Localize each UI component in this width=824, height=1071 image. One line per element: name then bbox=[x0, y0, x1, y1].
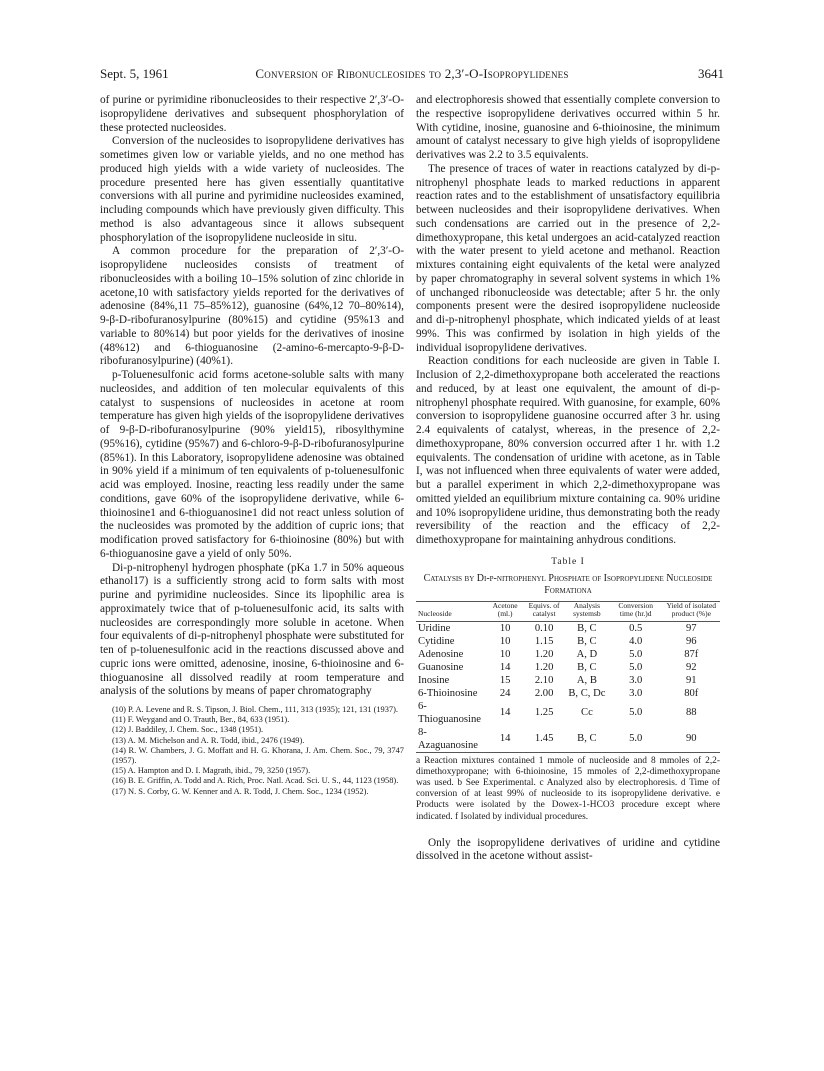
cell: B, C bbox=[577, 635, 597, 647]
cell: Adenosine bbox=[418, 648, 464, 660]
table-caption: Catalysis by Di-p-nitrophenyl Phosphate of Isopropylidene Nucleoside Formationa bbox=[423, 572, 713, 596]
paragraph: of purine or pyrimidine ribonucleosides to their respective 2′,3′-O-isopropylidene derivatives and subsequent phosphorylation of these protected nucleosides. bbox=[100, 94, 404, 134]
cell: 1.20 bbox=[534, 648, 554, 660]
table-row bbox=[416, 648, 720, 661]
paragraph: and electrophoresis showed that essentially complete conversion to the respective isopropylidene derivatives occurred within 5 hr. With cytidine, inosine, guanosine and 6-thioinosine, the minimum amount of catalyst necessary to give high yields of isopropylidene derivatives was 2.2 to 3.5 equivalents. bbox=[416, 94, 720, 161]
cell: 5.0 bbox=[629, 707, 643, 718]
reference: (17) N. S. Corby, G. W. Kenner and A. R. Todd, J. Chem. Soc., 1234 (1952). bbox=[112, 786, 369, 796]
cell: B, C, Dc bbox=[568, 687, 606, 699]
cell: 1.15 bbox=[534, 635, 554, 647]
table-row bbox=[416, 674, 720, 687]
right-column bbox=[416, 94, 720, 864]
cell: 91 bbox=[685, 674, 697, 686]
cell: Cytidine bbox=[418, 635, 455, 647]
cell: 14 bbox=[499, 733, 511, 744]
col-header-acetone: Acetone (ml.) bbox=[492, 600, 518, 618]
cell: 90 bbox=[685, 733, 697, 744]
table-row bbox=[416, 700, 720, 726]
cell: B, C bbox=[577, 661, 597, 673]
paragraph: A common procedure for the preparation of 2′,3′-O-isopropylidene nucleosides consists of treatment of ribonucleosides with a boiling 10–15% solution of zinc chloride in acetone,10 with satisfactory yields reported for the derivatives of adenosine (84%,11 75–85%12), guanosine (64%,12 70–80%14), 9-β-D-ribofuranosylpurine (80%15) and cytidine (95%13 and variable to 80%14) but poor yields for the derivatives of inosine (48%12) and 6-thioguanosine (2-amino-6-mercapto-9-β-D-ribofuranosylpurine) (40%1). bbox=[100, 245, 404, 368]
col-header-time: Conversion time (hr.)d bbox=[618, 600, 654, 618]
cell: 80f bbox=[684, 687, 699, 699]
cell: 10 bbox=[499, 622, 511, 634]
cell: 88 bbox=[685, 707, 697, 718]
cell: 6-Thioguanosine bbox=[418, 700, 481, 725]
cell: 6-Thioinosine bbox=[418, 687, 478, 699]
cell: 2.00 bbox=[534, 687, 554, 699]
cell: 2.10 bbox=[534, 674, 554, 686]
reference: (10) P. A. Levene and R. S. Tipson, J. Biol. Chem., 111, 313 (1935); 121, 131 (1937). bbox=[112, 705, 398, 714]
cell: 0.5 bbox=[629, 622, 643, 634]
cell: 14 bbox=[499, 707, 511, 718]
reference: (15) A. Hampton and D. I. Magrath, ibid., 79, 3250 (1957). bbox=[112, 766, 311, 776]
table-header-row bbox=[416, 601, 720, 621]
table-row bbox=[416, 687, 720, 700]
header-title: Conversion of Ribonucleosides to 2,3′-O-Isopropylidenes bbox=[255, 66, 569, 81]
cell: 5.0 bbox=[629, 733, 643, 744]
cell: 8-Azaguanosine bbox=[418, 726, 479, 751]
table-label: Table I bbox=[551, 556, 585, 567]
header-date: Sept. 5, 1961 bbox=[100, 66, 169, 81]
paragraph: Di-p-nitrophenyl hydrogen phosphate (pKa 1.7 in 50% aqueous ethanol17) is a sufficiently strong acid to form salts with most purine and pyrimidine nucleosides. Since its lipophilic area is approximately twice that of p-toluenesulfonic acid, its salts with nucleosides are correspondingly more soluble in acetone. When four equivalents of di-p-nitrophenyl phosphate were substituted for ten of p-toluenesulfonic acid in the reactions discussed above and cupric ions were omitted, adenosine, inosine, 6-thioinosine and 6-thioguanosine all dissolved readily at room temperature and analysis of the solutions by means of paper chromatography bbox=[100, 561, 404, 698]
cell: 24 bbox=[499, 687, 511, 699]
paragraph: Only the isopropylidene derivatives of uridine and cytidine dissolved in the acetone without assist- bbox=[416, 836, 720, 863]
cell: A, B bbox=[576, 674, 597, 686]
col-header-catalyst: Equivs. of catalyst bbox=[528, 600, 560, 618]
reference: (13) A. M. Michelson and A. R. Todd, ibid., 2476 (1949). bbox=[112, 735, 305, 745]
page-number: 3641 bbox=[698, 66, 724, 81]
catalysis-table bbox=[416, 601, 720, 753]
cell: 15 bbox=[499, 674, 511, 686]
paragraph: Reaction conditions for each nucleoside are given in Table I. Inclusion of 2,2-dimethoxypropane both accelerated the reactions and reduced, by at least one equivalent, the amount of di-p-nitrophenyl phosphate required. With guanosine, for example, 60% conversion to isopropylidene guanosine occurred after 3 hr. using 2.4 equivalents of catalyst, whereas, in the presence of 2,2-dimethoxypropane, 80% conversion occurred after 1 hr. with 1.2 equivalents. The condensation of uridine with acetone, as in Table I, was not influenced when three equivalents of water were added, but a parallel experiment in which 2,2-dimethoxypropane was omitted yielded an equilibrium mixture containing ca. 90% uridine and 10% isopropylidene uridine, thus demonstrating both the ready reversibility of the reaction and the efficacy of 2,2-dimethoxypropane for maintaining anhydrous conditions. bbox=[416, 355, 721, 546]
cell: Inosine bbox=[418, 674, 450, 686]
cell: 92 bbox=[685, 661, 697, 673]
table-row bbox=[416, 621, 720, 635]
cell: 5.0 bbox=[629, 661, 643, 673]
paragraph: p-Toluenesulfonic acid forms acetone-soluble salts with many nucleosides, and addition of ten molecular equivalents of this catalyst to suspensions of nucleosides in acetone at room temperature has given high yields of the isopropylidene derivatives of 9-β-D-ribofuranosylpurine (90% yield15), ribosylthymine (95%16), cytidine (95%7) and 6-chloro-9-β-D-ribofuranosylpurine (85%1). In this Laboratory, isopropylidene adenosine was obtained in 90% yield if a minimum of ten equivalents of p-toluenesulfonic acid was employed. Inosine, reacting less readily under the same conditions, gave 60% of the isopropylidene derivative, while 6-thioinosine1 and 6-thioguanosine1 did not react unless solution of the nucleosides was promoted by the addition of cupric ions; that modification proved satisfactory for 6-thioinosine (80%) but with 6-thioguanosine gave a yield of only 50%. bbox=[100, 369, 404, 560]
col-header-analysis: Analysis systemsb bbox=[573, 600, 601, 618]
references bbox=[100, 705, 404, 797]
col-header-nucleoside: Nucleoside bbox=[418, 609, 452, 618]
cell: A, D bbox=[576, 648, 598, 660]
running-header bbox=[100, 66, 724, 84]
reference: (16) B. E. Griffin, A. Todd and A. Rich, Proc. Natl. Acad. Sci. U. S., 44, 1123 (1958). bbox=[112, 776, 399, 786]
cell: Uridine bbox=[418, 622, 451, 634]
cell: 3.0 bbox=[629, 674, 643, 686]
cell: Guanosine bbox=[418, 661, 464, 673]
table-row bbox=[416, 726, 720, 753]
cell: B, C bbox=[577, 622, 597, 634]
paragraph: The presence of traces of water in reactions catalyzed by di-p-nitrophenyl phosphate leads to marked reductions in apparent reaction rates and to the establishment of unsatisfactory equilibria between nucleosides and their isopropylidene derivatives. When such condensations are carried out in the presence of 2,2-dimethoxypropane, this ketal undergoes an acid-catalyzed reaction with the water present to yield acetone and methanol. Reaction mixtures containing eight equivalents of the ketal were analyzed by paper chromatography in several solvent systems in which 1% of unchanged ribonucleoside was detectable; after 5 hr. the only components present were the desired isopropylidene nucleoside and di-p-nitrophenyl phosphate, which indicated yields of at least 99%. This was confirmed by isolation in high yields of the individual isopropylidene derivatives. bbox=[416, 162, 720, 354]
cell: B, C bbox=[577, 733, 597, 744]
cell: 97 bbox=[685, 622, 697, 634]
cell: 87f bbox=[684, 648, 699, 660]
cell: 4.0 bbox=[629, 635, 643, 647]
cell: 1.45 bbox=[534, 733, 554, 744]
table-row bbox=[416, 661, 720, 674]
cell: 14 bbox=[499, 661, 511, 673]
cell: 1.25 bbox=[534, 707, 554, 718]
cell: 10 bbox=[499, 648, 511, 660]
cell: 5.0 bbox=[629, 648, 643, 660]
cell: 0.10 bbox=[534, 622, 554, 634]
left-column bbox=[100, 94, 404, 797]
col-header-yield: Yield of isolated product (%)e bbox=[666, 600, 717, 618]
cell: 10 bbox=[499, 635, 511, 647]
reference: (11) F. Weygand and O. Trauth, Ber., 84, 633 (1951). bbox=[112, 715, 290, 725]
cell: 3.0 bbox=[629, 687, 643, 699]
paragraph: Conversion of the nucleosides to isopropylidene derivatives has sometimes given low or variable yields, and no one method has produced high yields with a wide variety of nucleosides. The procedure presented here has given essentially quantitative conversions with all purine and pyrimidine nucleosides examined, including compounds which have previously given difficulty. This method is also advantageous since it allows subsequent phosphorylation of the isopropylidene nucleoside in situ. bbox=[100, 135, 404, 244]
reference: (12) J. Baddiley, J. Chem. Soc., 1348 (1951). bbox=[112, 725, 264, 735]
cell: 96 bbox=[685, 635, 697, 647]
reference: (14) R. W. Chambers, J. G. Moffatt and H. G. Khorana, J. Am. Chem. Soc., 79, 3747 (1957). bbox=[112, 745, 404, 766]
cell: 1.20 bbox=[534, 661, 554, 673]
table-footnotes: a Reaction mixtures contained 1 mmole of nucleoside and 8 mmoles of 2,2-dimethoxypropane; with 6-thioinosine, 15 mmoles of 2,2-dimethoxypropane was used. b See Experimental. c Analyzed also by electrophoresis. d Time of conversion of at least 99% of nucleoside to its isopropylidene derivative. e Products were isolated by the Dowex-1-HCO3 procedure except where indicated. f Isolated by individual procedures. bbox=[416, 755, 720, 822]
table-row bbox=[416, 635, 720, 648]
cell: Cc bbox=[581, 707, 593, 718]
